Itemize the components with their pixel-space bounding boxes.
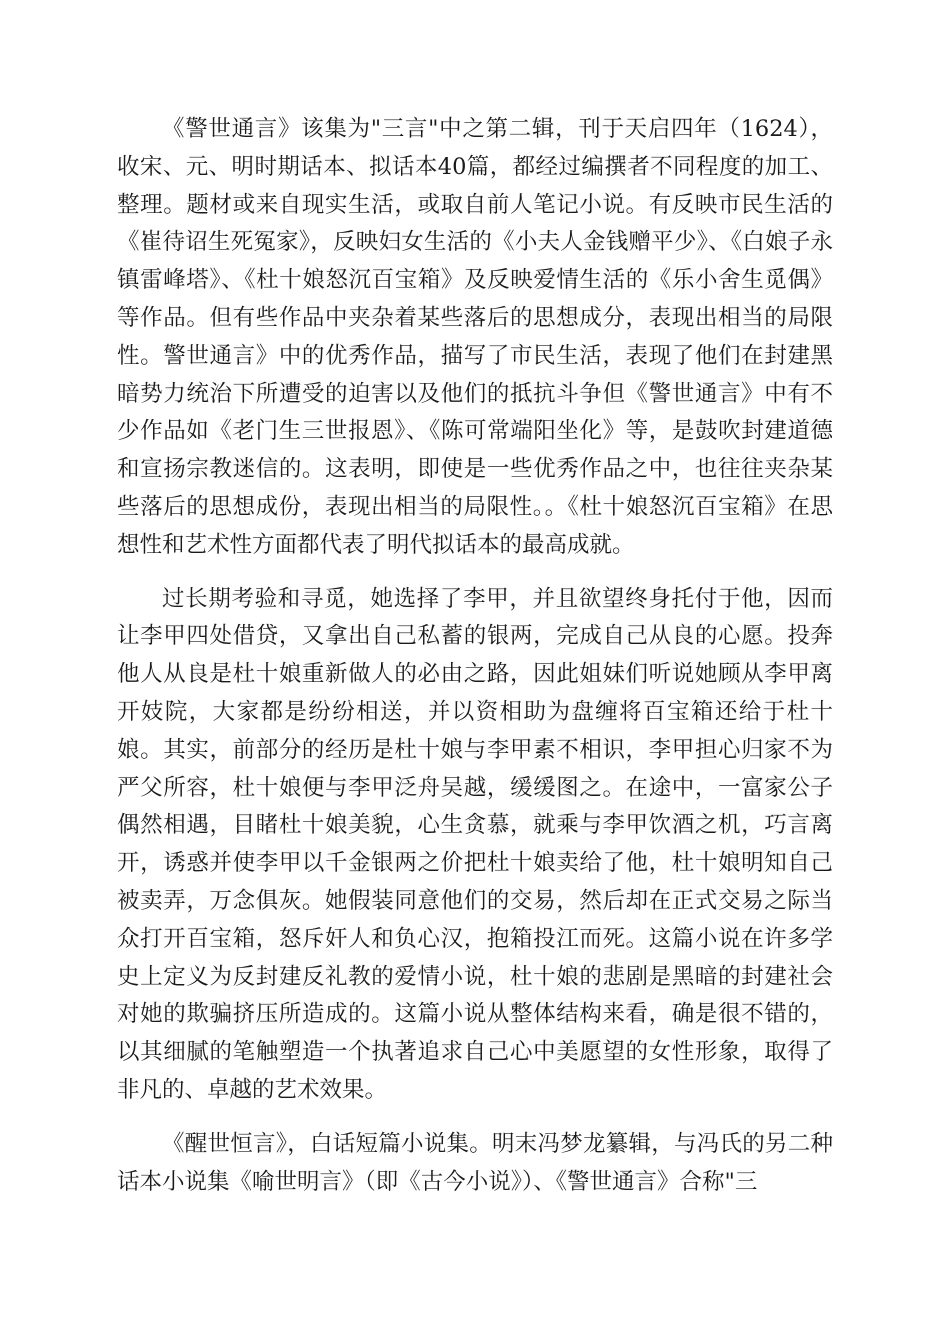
paragraph-jingshi-tongyan: 《警世通言》该集为"三言"中之第二辑，刊于天启四年（1624），收宋、元、明时期话本、拟话本40篇，都经过编撰者不同程度的加工、整理。题材或来自现实生活，或取自前人笔记小说。有反映市民生活的《崔待诏生死冤家》，反映妇女生活的《小夫人金钱赠平少》、《白娘子永镇雷峰塔》、《杜十娘怒沉百宝箱》及反映爱情生活的《乐小舍生觅偶》等作品。但有些作品中夹杂着某些落后的思想成分，表现出相当的局限性。警世通言》中的优秀作品，描写了市民生活，表现了他们在封建黑暗势力统治下所遭受的迫害以及他们的抵抗斗争但《警世通言》中有不少作品如《老门生三世报恩》、《陈可常端阳坐化》等，是鼓吹封建道德和宣扬宗教迷信的。这表明，即使是一些优秀作品之中，也往往夹杂某些落后的思想成份，表现出相当的局限性。。《杜十娘怒沉百宝箱》在思想性和艺术性方面都代表了明代拟话本的最高成就。 (117, 116, 833, 558)
document-page (117, 111, 833, 1217)
paragraph-du-shiniang: 过长期考验和寻觅，她选择了李甲，并且欲望终身托付于他，因而让李甲四处借贷，又拿出自己私蓄的银两，完成自己从良的心愿。投奔他人从良是杜十娘重新做人的必由之路，因此姐妹们听说她顾从李甲离开妓院，大家都是纷纷相送，并以资相助为盘缠将百宝箱还给于杜十娘。其实，前部分的经历是杜十娘与李甲素不相识，李甲担心归家不为严父所容，杜十娘便与李甲泛舟吴越，缓缓图之。在途中，一富家公子偶然相遇，目睹杜十娘美貌，心生贪慕，就乘与李甲饮酒之机，巧言离开，诱惑并使李甲以千金银两之价把杜十娘卖给了他，杜十娘明知自己被卖弄，万念俱灰。她假装同意他们的交易，然后却在正式交易之际当众打开百宝箱，怒斥奸人和负心汉，抱箱投江而死。这篇小说在许多学史上定义为反封建反礼教的爱情小说，杜十娘的悲剧是黑暗的封建社会对她的欺骗挤压所造成的。这篇小说从整体结构来看，确是很不错的，以其细腻的笔触塑造一个执著追求自己心中美愿望的女性形象，取得了非凡的、卓越的艺术效果。 (117, 585, 833, 1103)
paragraph-xingshi-hengyan: 《醒世恒言》，白话短篇小说集。明末冯梦龙纂辑，与冯氏的另二种话本小说集《喻世明言》（即《古今小说》）、《警世通言》合称"三 (117, 1130, 833, 1195)
